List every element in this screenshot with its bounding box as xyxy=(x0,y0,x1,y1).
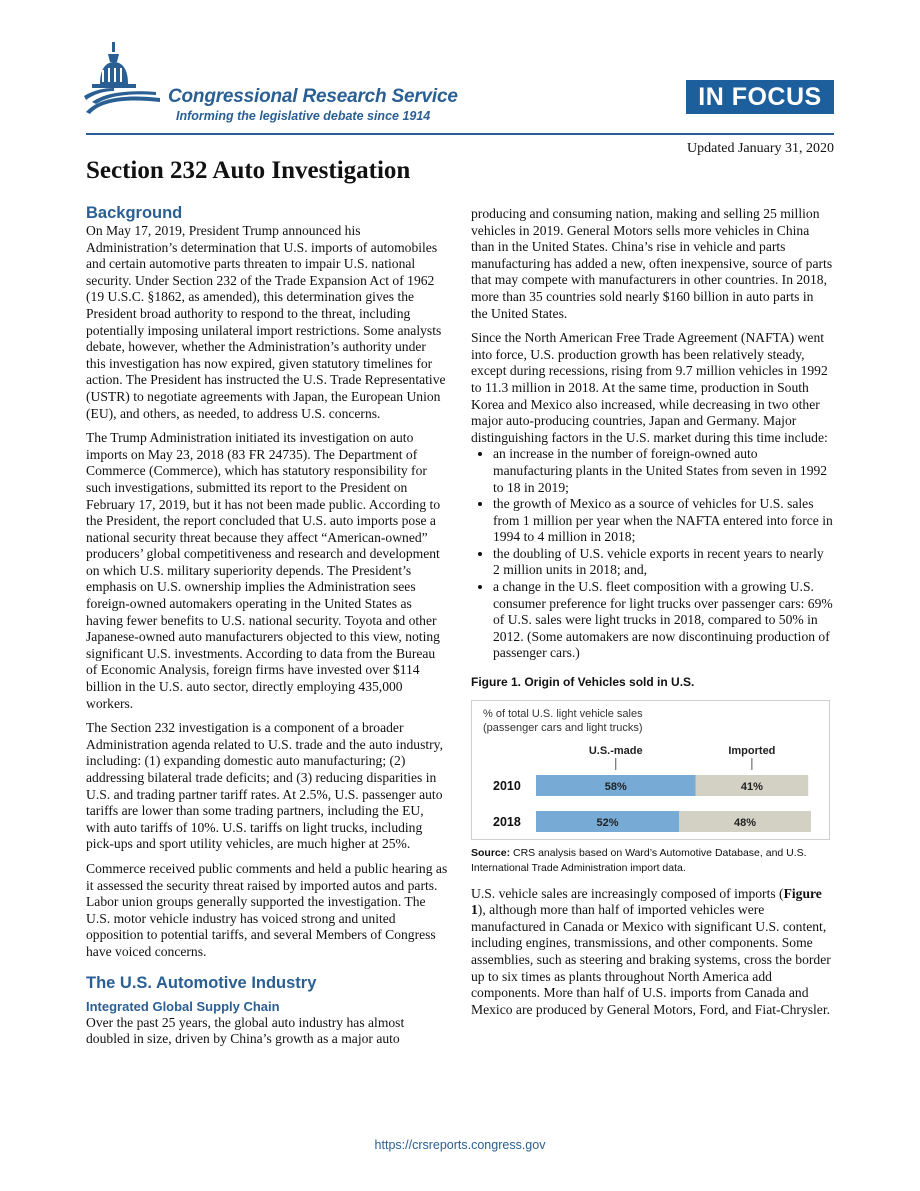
legend-label-us-made: U.S.-made xyxy=(588,744,643,757)
industry-heading: The U.S. Automotive Industry xyxy=(86,973,317,992)
chart-title: % of total U.S. light vehicle sales xyxy=(483,707,643,720)
paragraph: producing and consuming nation, making and selling 25 million vehicles in 2019. General Motors sells more vehicles in China than in the United States. China’s rise in vehicle and parts manufacturing has added a new, often inexpensive, source of parts that may compete with manufacturers in other countries. In 2018, more than 35 countries sold nearly $160 billion in auto parts in the United States. xyxy=(471,206,833,321)
data-label: 48% xyxy=(733,816,757,829)
legend-label-imported: Imported xyxy=(728,744,776,757)
paragraph xyxy=(471,886,833,1019)
figure-ref: Figure 1 xyxy=(471,885,822,918)
paragraph: The Section 232 investigation is a component of a broader Administration agenda related to U.S. trade and the auto industry, including: (1) expanding domestic auto manufacturing; (2) addressing bilateral trade deficits; and (3) reducing disparities in U.S. and trading partner tariff rates. At 2.5%, U.S. passenger auto tariffs are lower than some trading partners, including the EU, with auto tariffs of 10%. U.S. tariffs on light trucks, including pick-ups and sport utility vehicles, are much higher at 25%. xyxy=(86,720,443,852)
updated-date: Updated January 31, 2020 xyxy=(687,141,834,156)
paragraph: Commerce received public comments and held a public hearing as it assessed the security threat raised by imported autos and parts. Labor union groups generally supported the investigation. The U.S. motor vehicle industry has voiced strong and united opposition to potential tariffs, and several Members of Congress have voiced concerns. xyxy=(86,860,448,959)
data-label: 52% xyxy=(596,816,619,829)
list-item: • the doubling of U.S. vehicle exports in recent years to nearly 2 million units in 2018; and, xyxy=(493,546,833,579)
chart-subtitle: (passenger cars and light trucks) xyxy=(483,721,643,734)
left-column xyxy=(86,203,448,1056)
data-label: 41% xyxy=(740,780,763,793)
figure-source xyxy=(471,846,833,876)
org-name: Congressional Research Service xyxy=(168,86,458,107)
text: U.S. vehicle sales are increasingly composed of imports ( xyxy=(471,885,784,901)
header-rule xyxy=(86,133,834,135)
org-tagline: Informing the legislative debate since 1914 xyxy=(176,109,431,123)
list-item: • the growth of Mexico as a source of vehicles for U.S. sales from 1 million per year when the NAFTA entered into force in 1994 to 4 million in 2018; xyxy=(493,496,833,546)
origin-chart xyxy=(471,700,830,840)
supply-chain-heading: Integrated Global Supply Chain xyxy=(86,998,280,1014)
category-label: 2018 xyxy=(493,814,521,829)
paragraph: The Trump Administration initiated its investigation on auto imports on May 23, 2018 (83 FR 24735). The Department of Commerce (Commerce), which has statutory responsibility for such investigations, submitted its report to the President on February 17, 2019, but it has not been made public. According to the President, the report concluded that U.S. auto imports pose a national security threat because they affect “American-owned” producers’ global competitiveness and research and development on which U.S. military superiority depends. The President’s emphasis on U.S. ownership implies the Administration sees foreign-owned automakers operating in the United States as having fewer benefits to U.S. national security. Toyota and other Japanese-owned auto manufacturers objected to this view, noting significant U.S. investments. According to data from the Bureau of Economic Analysis, foreign firms have invested over $114 billion in the U.S. auto sector, directly employing 435,000 workers. xyxy=(86,430,441,711)
right-column xyxy=(471,206,833,1026)
background-heading: Background xyxy=(86,204,183,222)
text: ), although more than half of imported vehicles were manufactured in Canada or Mexico with significant U.S. content, including engines, transmissions, and other components. Some assemblies, such as steering and braking systems, cross the border up to six times as plants throughout North America add components. More than half of U.S. imports from Canada and Mexico are produced by General Motors, Ford, and Fiat-Chrysler. xyxy=(471,902,831,1017)
paragraph: Over the past 25 years, the global auto industry has almost doubled in size, driven by China’s growth as a major auto xyxy=(86,1014,405,1047)
paragraph: Since the North American Free Trade Agreement (NAFTA) went into force, U.S. production growth has been relatively steady, except during recessions, rising from 9.7 million vehicles in 1992 to 11.3 million in 2018. At the same time, production in South Korea and Mexico also increased, while decreasing in two other major auto-producing countries, Japan and Germany. Major distinguishing factors in the U.S. market during this time include: xyxy=(471,330,828,445)
source-text: CRS analysis based on Ward’s Automotive Database, and U.S. International Trade Administration import data. xyxy=(471,846,807,874)
capitol-dome-logo-icon xyxy=(84,40,164,121)
list-item: • an increase in the number of foreign-owned auto manufacturing plants in the United States from seven in 1992 to 18 in 2019; xyxy=(493,446,833,496)
factors-list xyxy=(471,446,833,662)
category-label: 2010 xyxy=(493,778,521,793)
footer-link[interactable]: https://crsreports.congress.gov xyxy=(374,1138,546,1152)
list-item: • a change in the U.S. fleet composition with a growing U.S. consumer preference for light trucks over passenger cars: 69% of U.S. sales were light trucks in 2018, compared to 50% in 2012. (Some automakers are now discontinuing production of passenger cars.) xyxy=(493,579,833,662)
in-focus-badge: IN FOCUS xyxy=(686,80,834,114)
figure-caption: Figure 1. Origin of Vehicles sold in U.S. xyxy=(471,675,695,690)
paragraph: On May 17, 2019, President Trump announced his Administration’s determination that U.S. imports of automobiles and certain automotive parts threaten to impair U.S. national security. Under Section 232 of the Trade Expansion Act of 1962 (19 U.S.C. §1862, as amended), this determination gives the President broad authority to respond to the threat, including potentially imposing unilateral import restrictions. Some analysts debate, however, whether the Administration’s authority under this investigation has now expired, given statutory timelines for action. The President has instructed the U.S. Trade Representative (USTR) to negotiate agreements with Japan, the European Union (EU), and others, as needed, to address U.S. concerns. xyxy=(86,223,446,421)
source-label: Source: xyxy=(471,846,511,859)
page-title: Section 232 Auto Investigation xyxy=(86,157,411,184)
data-label: 58% xyxy=(604,780,627,793)
